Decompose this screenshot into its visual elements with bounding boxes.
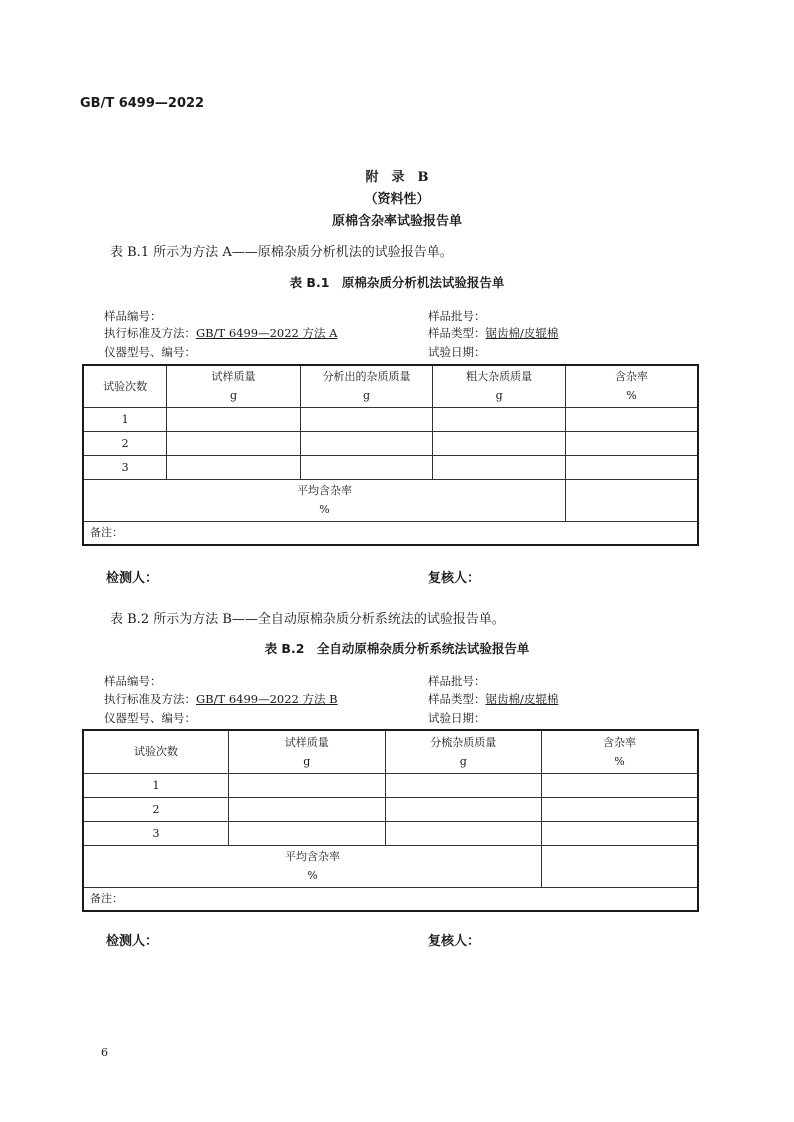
average-row: [83, 479, 698, 521]
method-field: [104, 325, 338, 341]
input-cell[interactable]: [565, 431, 698, 455]
input-cell[interactable]: [385, 821, 541, 845]
table-b2-header-row: [83, 730, 698, 773]
input-cell[interactable]: [565, 455, 698, 479]
input-cell[interactable]: [433, 431, 566, 455]
appendix-type: （资料性）: [364, 192, 430, 207]
trial-number-cell: 1: [83, 773, 229, 797]
input-cell[interactable]: [385, 797, 541, 821]
input-cell[interactable]: [229, 821, 385, 845]
input-cell[interactable]: [541, 821, 698, 845]
input-cell[interactable]: [433, 455, 566, 479]
inspector-label: 检测人：: [106, 571, 159, 586]
page-number: 6: [101, 1046, 108, 1059]
trial-number-cell: 1: [83, 407, 167, 431]
trial-number-cell: 2: [83, 431, 167, 455]
method-value: GB/T 6499—2022 方法 A: [196, 326, 338, 340]
table-row: [83, 797, 698, 821]
input-cell[interactable]: [300, 455, 433, 479]
trial-number-cell: 3: [83, 455, 167, 479]
input-cell[interactable]: [565, 407, 698, 431]
method-label: 执行标准及方法：: [104, 326, 196, 340]
input-cell[interactable]: [229, 773, 385, 797]
standard-code-header: GB/T 6499—2022: [80, 96, 205, 111]
sample-type-field: [428, 325, 558, 341]
sample-type-label: 样品类型：: [428, 692, 486, 706]
test-date-label: 试验日期：: [428, 345, 486, 359]
input-cell[interactable]: [385, 773, 541, 797]
table-b2-title: 表 B.2 全自动原棉杂质分析系统法试验报告单: [264, 641, 530, 656]
header-cell: 分梳杂质质量 g: [385, 730, 541, 773]
average-label-cell: 平均含杂率 %: [83, 479, 565, 521]
table-row: [83, 773, 698, 797]
table-row: [83, 455, 698, 479]
input-cell[interactable]: [433, 407, 566, 431]
instrument-label: 仪器型号、编号：: [104, 711, 196, 725]
reviewer-label: 复核人：: [428, 934, 481, 949]
section-a-intro: 表 B.1 所示为方法 A——原棉杂质分析机法的试验报告单。: [110, 245, 453, 260]
input-cell[interactable]: [300, 431, 433, 455]
table-row: [83, 431, 698, 455]
appendix-title: 原棉含杂率试验报告单: [331, 214, 462, 229]
header-cell: 试验次数: [83, 730, 229, 773]
table-b1-title: 表 B.1 原棉杂质分析机法试验报告单: [289, 275, 505, 290]
average-value-cell[interactable]: [565, 479, 698, 521]
average-row: [83, 845, 698, 887]
input-cell[interactable]: [167, 455, 301, 479]
method-field: [104, 691, 338, 707]
sample-no-label: 样品编号：: [104, 309, 162, 323]
sample-no-label: 样品编号：: [104, 674, 162, 688]
batch-no-label: 样品批号：: [428, 674, 486, 688]
header-cell: 含杂率 %: [565, 365, 698, 407]
header-cell: 试样质量 g: [229, 730, 385, 773]
instrument-label: 仪器型号、编号：: [104, 345, 196, 359]
input-cell[interactable]: [300, 407, 433, 431]
sample-type-value: 锯齿棉/皮辊棉: [485, 692, 559, 706]
sample-type-value: 锯齿棉/皮辊棉: [485, 326, 559, 340]
reviewer-label: 复核人：: [428, 571, 481, 586]
input-cell[interactable]: [229, 797, 385, 821]
section-b-intro: 表 B.2 所示为方法 B——全自动原棉杂质分析系统法的试验报告单。: [110, 612, 505, 627]
remarks-row: [83, 521, 698, 545]
average-value-cell[interactable]: [541, 845, 698, 887]
input-cell[interactable]: [167, 431, 301, 455]
input-cell[interactable]: [167, 407, 301, 431]
table-row: [83, 821, 698, 845]
appendix-label: 附 录 B: [365, 170, 429, 185]
header-cell: 含杂率 %: [541, 730, 698, 773]
table-b1: [82, 364, 699, 546]
average-label-cell: 平均含杂率 %: [83, 845, 541, 887]
remarks-row: [83, 887, 698, 911]
trial-number-cell: 2: [83, 797, 229, 821]
batch-no-label: 样品批号：: [428, 309, 486, 323]
method-value: GB/T 6499—2022 方法 B: [196, 692, 338, 706]
header-cell: 试样质量 g: [167, 365, 301, 407]
inspector-label: 检测人：: [106, 934, 159, 949]
table-row: [83, 407, 698, 431]
header-cell: 试验次数: [83, 365, 167, 407]
method-label: 执行标准及方法：: [104, 692, 196, 706]
header-cell: 分析出的杂质质量 g: [300, 365, 433, 407]
remarks-cell[interactable]: 备注：: [83, 521, 698, 545]
input-cell[interactable]: [541, 773, 698, 797]
remarks-cell[interactable]: 备注：: [83, 887, 698, 911]
test-date-label: 试验日期：: [428, 711, 486, 725]
sample-type-label: 样品类型：: [428, 326, 486, 340]
table-b1-header-row: [83, 365, 698, 407]
input-cell[interactable]: [541, 797, 698, 821]
table-b2: [82, 729, 699, 912]
sample-type-field: [428, 691, 558, 707]
trial-number-cell: 3: [83, 821, 229, 845]
header-cell: 粗大杂质质量 g: [433, 365, 566, 407]
